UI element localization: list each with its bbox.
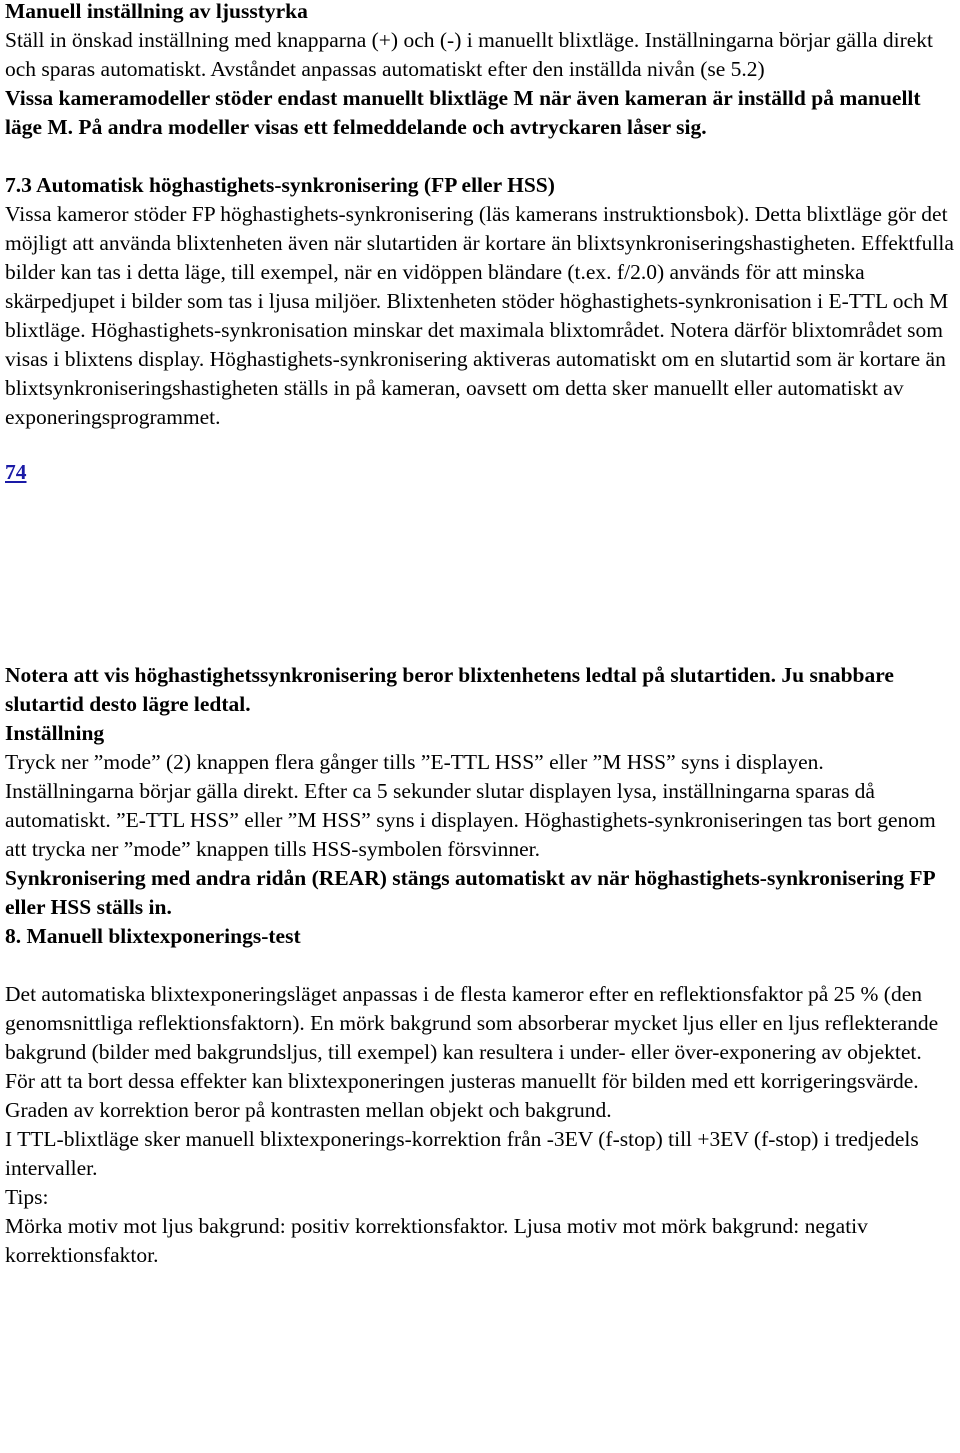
manual-test-p3: I TTL-blixtläge sker manuell blixtexponerings-korrektion från -3EV (f-stop) till +3EV (f-stop) i tredjedels intervaller. [5,1127,919,1180]
manual-test-p1: Det automatiska blixtexponeringsläget anpassas i de flesta kameror efter en reflektionsfaktor på 25 % (den genomsnittliga reflektionsfaktorn). En mörk bakgrund som absorberar mycket ljus eller en ljus reflekterande bakgrund (bilder med bakgrundsljus, till exempel) kan resultera i under- eller över-exponering av objektet. [5,982,939,1064]
paragraph-gap [5,142,957,171]
setting-step-1: Tryck ner ”mode” (2) knappen flera gånger tills ”E-TTL HSS” eller ”M HSS” syns i displayen. [5,750,824,774]
section-heading-brightness: Manuell inställning av ljusstyrka [5,0,308,23]
manual-test-p2: För att ta bort dessa effekter kan blixtexponeringen justeras manuellt för bilden med ett korrigeringsvärde. Graden av korrektion beror på kontrasten mellan objekt och bakgrund. [5,1069,919,1122]
page-number: 74 [5,460,27,484]
document-page [5,0,957,1270]
paragraph-gap [5,951,957,980]
section-heading-hss: 7.3 Automatisk höghastighets-synkronisering (FP eller HSS) [5,173,555,197]
brightness-note: Vissa kameramodeller stöder endast manuellt blixtläge M när även kameran är inställd på manuellt läge M. På andra modeller visas ett felmeddelande och avtryckaren låser sig. [5,86,921,139]
hss-body: Vissa kameror stöder FP höghastighets-synkronisering (läs kamerans instruktionsbok). Detta blixtläge gör det möjligt att använda blixtenheten även när slutartiden är kortare än blixtsynkroniseringshastigheten. Effektfulla bilder kan tas i detta läge, till exempel, när en vidöppen bländare (t.ex. f/2.0) används för att minska skärpedjupet i bilder som tas i ljusa miljöer. Blixtenheten stöder höghastighets-synkronisation i E-TTL och M blixtläge. Höghastighets-synkronisation minskar det maximala blixtområdet. Notera därför blixtområdet som visas i blixtens display. Höghastighets-synkronisering aktiveras automatiskt om en slutartid som är kortare än blixtsynkroniseringshastigheten ställs in på kameran, oavsett om detta sker manuellt eller automatiskt av exponeringsprogrammet. [5,202,954,429]
rear-sync-warning: Synkronisering med andra ridån (REAR) stängs automatiskt av när höghastighets-synkronisering FP eller HSS ställs in. [5,866,935,919]
brightness-body: Ställ in önskad inställning med knapparna (+) och (-) i manuellt blixtläge. Inställningarna börjar gälla direkt och sparas automatiskt. Avståndet anpassas automatiskt efter den inställda nivån (se 5.2) [5,28,934,81]
guide-number-note: Notera att vis höghastighetssynkronisering beror blixtenhetens ledtal på slutartiden. Ju snabbare slutartid desto lägre ledtal. [5,663,894,716]
tips-text: Mörka motiv mot ljus bakgrund: positiv korrektionsfaktor. Ljusa motiv mot mörk bakgrund: negativ korrektionsfaktor. [5,1214,868,1267]
section-heading-setting: Inställning [5,721,105,745]
section-heading-manual-test: 8. Manuell blixtexponerings-test [5,924,301,948]
setting-step-2: Inställningarna börjar gälla direkt. Efter ca 5 sekunder slutar displayen lysa, inställningarna sparas då automatiskt. ”E-TTL HSS” eller ”M HSS” syns i displayen. Höghastighets-synkroniseringen tas bort genom att trycka ner ”mode” knappen tills HSS-symbolen försvinner. [5,779,936,861]
tips-label: Tips: [5,1185,49,1209]
page-break-gap [5,487,957,661]
